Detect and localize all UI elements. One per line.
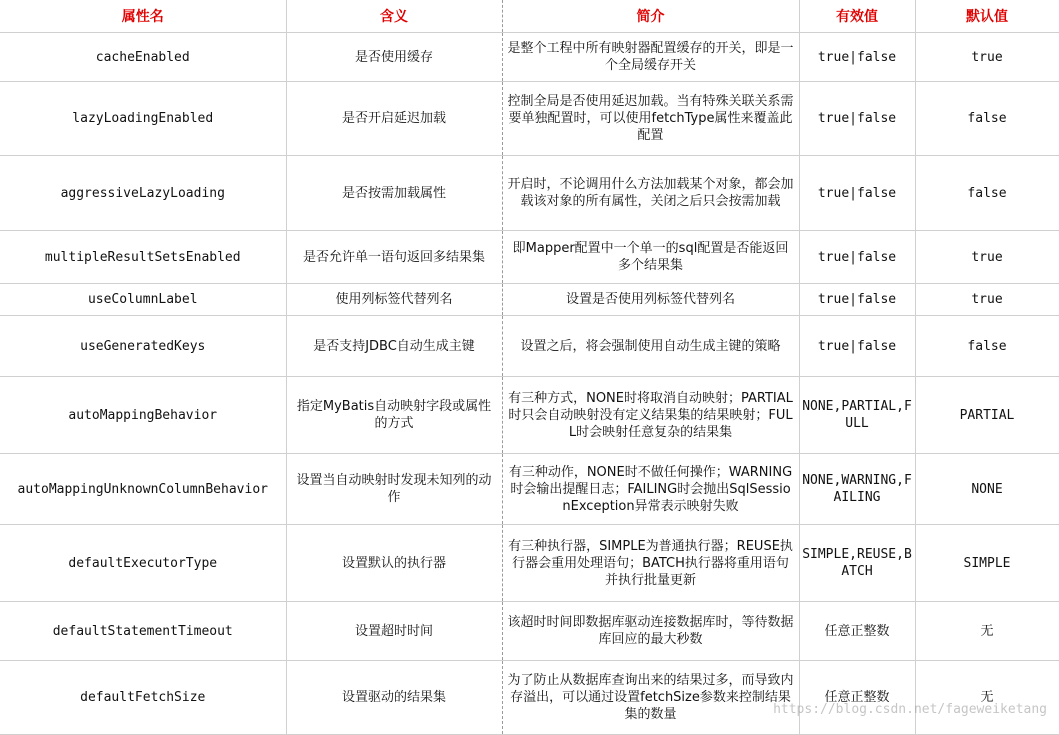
property-name: defaultFetchSize [0,661,286,735]
property-meaning: 设置默认的执行器 [286,525,502,602]
property-valid-values: 任意正整数 [799,661,915,735]
property-default: PARTIAL [915,377,1059,454]
property-description: 有三种动作，NONE时不做任何操作；WARNING时会输出提醒日志；FAILING时会抛出SqlSessionException异常表示映射失败 [502,454,799,525]
header-valid-values: 有效值 [799,0,915,33]
property-description: 有三种方式，NONE时将取消自动映射；PARTIAL时只会自动映射没有定义结果集的结果映射；FULL时会映射任意复杂的结果集 [502,377,799,454]
property-description: 是整个工程中所有映射器配置缓存的开关，即是一个全局缓存开关 [502,33,799,82]
property-name: defaultExecutorType [0,525,286,602]
table-row [0,377,1059,454]
table-row [0,316,1059,377]
property-name: autoMappingUnknownColumnBehavior [0,454,286,525]
property-meaning: 是否开启延迟加载 [286,82,502,156]
header-property-name: 属性名 [0,0,286,33]
property-meaning: 是否使用缓存 [286,33,502,82]
property-default: NONE [915,454,1059,525]
property-default: false [915,82,1059,156]
header-row [0,0,1059,33]
property-valid-values: true|false [799,156,915,231]
property-description: 该超时时间即数据库驱动连接数据库时，等待数据库回应的最大秒数 [502,602,799,661]
property-valid-values: true|false [799,82,915,156]
property-default: false [915,156,1059,231]
table-row [0,661,1059,735]
table-row [0,82,1059,156]
property-valid-values: 任意正整数 [799,602,915,661]
property-meaning: 是否按需加载属性 [286,156,502,231]
watermark: https://blog.csdn.net/fageweiketang [773,702,1047,717]
property-description: 即Mapper配置中一个单一的sql配置是否能返回多个结果集 [502,231,799,284]
property-valid-values: true|false [799,231,915,284]
property-name: autoMappingBehavior [0,377,286,454]
property-valid-values: true|false [799,284,915,316]
table-row [0,231,1059,284]
property-meaning: 是否支持JDBC自动生成主键 [286,316,502,377]
property-default: 无 [915,602,1059,661]
property-name: aggressiveLazyLoading [0,156,286,231]
property-default: false [915,316,1059,377]
property-name: multipleResultSetsEnabled [0,231,286,284]
property-default: true [915,284,1059,316]
property-default: SIMPLE [915,525,1059,602]
table-row [0,454,1059,525]
property-meaning: 设置驱动的结果集 [286,661,502,735]
table-row [0,284,1059,316]
property-name: lazyLoadingEnabled [0,82,286,156]
property-description: 设置是否使用列标签代替列名 [502,284,799,316]
property-description: 为了防止从数据库查询出来的结果过多，而导致内存溢出，可以通过设置fetchSize参数来控制结果集的数量 [502,661,799,735]
header-description: 简介 [502,0,799,33]
table-row [0,156,1059,231]
property-valid-values: true|false [799,33,915,82]
property-name: useGeneratedKeys [0,316,286,377]
property-meaning: 设置超时时间 [286,602,502,661]
property-description: 开启时，不论调用什么方法加载某个对象，都会加载该对象的所有属性，关闭之后只会按需加载 [502,156,799,231]
property-meaning: 使用列标签代替列名 [286,284,502,316]
header-meaning: 含义 [286,0,502,33]
property-name: defaultStatementTimeout [0,602,286,661]
table-row [0,525,1059,602]
property-meaning: 指定MyBatis自动映射字段或属性的方式 [286,377,502,454]
property-description: 有三种执行器，SIMPLE为普通执行器；REUSE执行器会重用处理语句；BATCH执行器将重用语句并执行批量更新 [502,525,799,602]
property-valid-values: NONE,PARTIAL,FULL [799,377,915,454]
property-default: 无 [915,661,1059,735]
property-name: useColumnLabel [0,284,286,316]
property-description: 控制全局是否使用延迟加载。当有特殊关联关系需要单独配置时，可以使用fetchType属性来覆盖此配置 [502,82,799,156]
property-name: cacheEnabled [0,33,286,82]
table-row [0,602,1059,661]
property-valid-values: SIMPLE,REUSE,BATCH [799,525,915,602]
property-valid-values: NONE,WARNING,FAILING [799,454,915,525]
property-description: 设置之后，将会强制使用自动生成主键的策略 [502,316,799,377]
header-default-value: 默认值 [915,0,1059,33]
property-valid-values: true|false [799,316,915,377]
property-default: true [915,231,1059,284]
property-meaning: 是否允许单一语句返回多结果集 [286,231,502,284]
table-row [0,33,1059,82]
property-default: true [915,33,1059,82]
property-meaning: 设置当自动映射时发现未知列的动作 [286,454,502,525]
